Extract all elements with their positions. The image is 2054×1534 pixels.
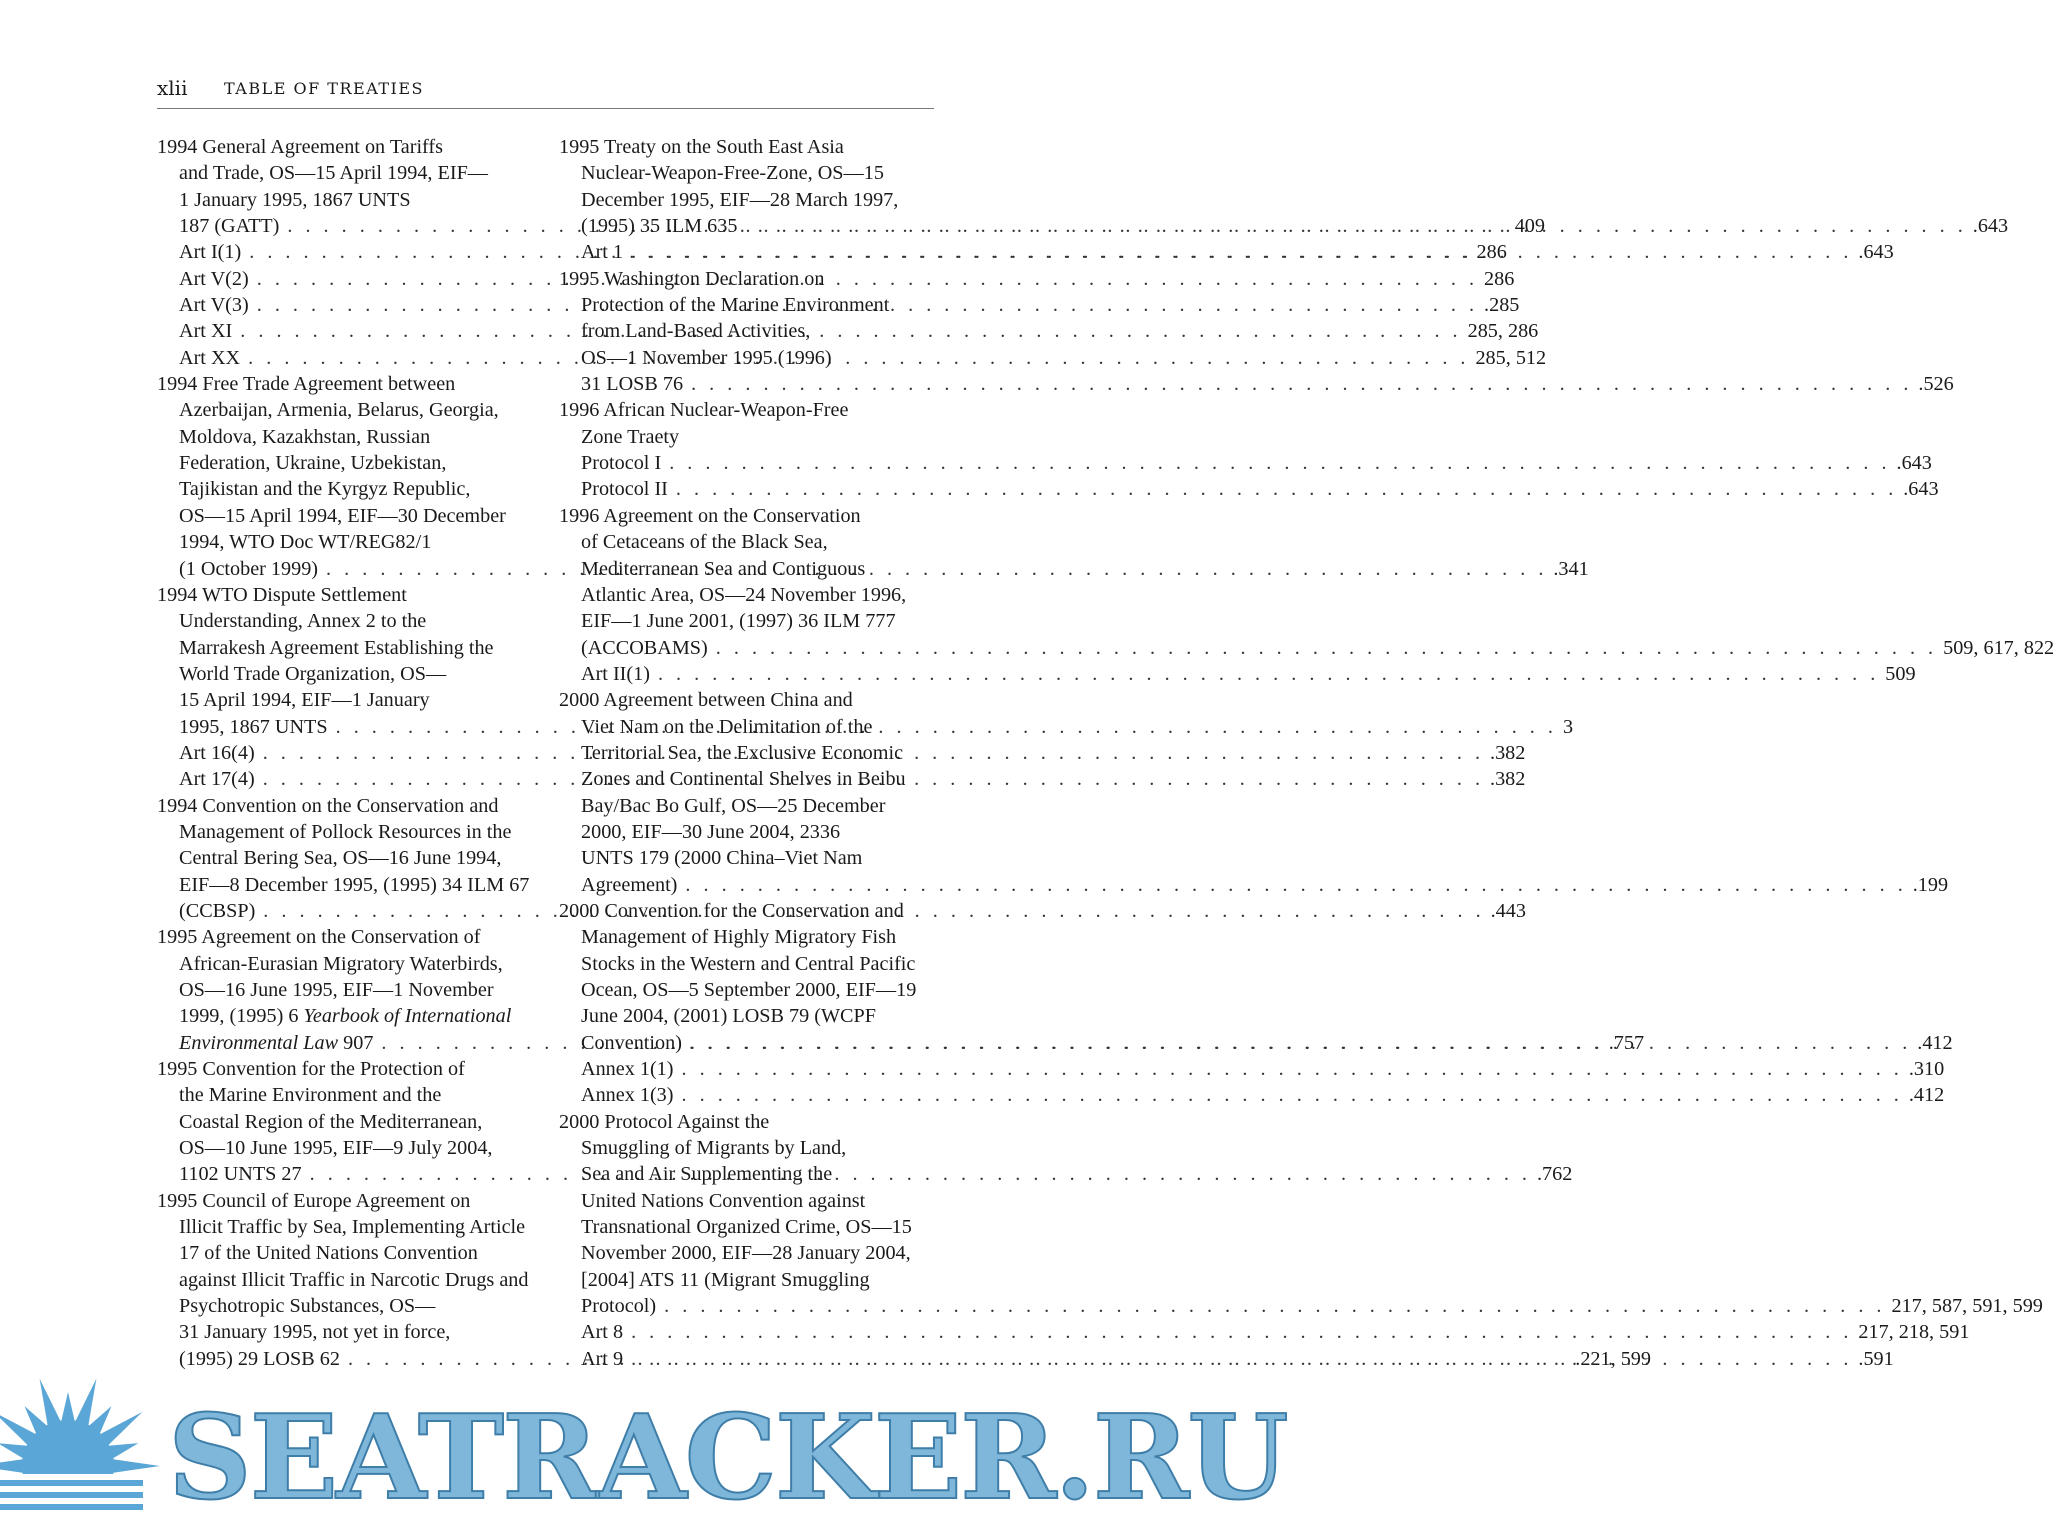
page-reference: 285, 286 bbox=[1467, 320, 1539, 343]
page-reference: .591 bbox=[1858, 1347, 1894, 1370]
entry-line: and Trade, OS—15 April 1994, EIF— bbox=[179, 162, 488, 185]
entry-label: (CCBSP) bbox=[179, 899, 256, 922]
running-header bbox=[157, 76, 934, 109]
page-reference: .382 bbox=[1490, 741, 1526, 764]
entry-label: Art 17(4) bbox=[179, 768, 255, 791]
entry-line: 2000, EIF—30 June 2004, 2336 bbox=[581, 820, 841, 843]
entry-heading: 1994 Convention on the Conservation and bbox=[157, 794, 499, 817]
entry-line: Tajikistan and the Kyrgyz Republic, bbox=[179, 478, 471, 501]
page-reference: .412 bbox=[1908, 1084, 1945, 1107]
entry-line: the Marine Environment and the bbox=[179, 1084, 442, 1107]
leader-dots bbox=[677, 872, 1912, 898]
entry-line bbox=[559, 635, 2054, 661]
entry-label: (1995) 29 LOSB 62 bbox=[179, 1347, 340, 1370]
entry-line bbox=[559, 872, 1949, 898]
leader-dots bbox=[328, 714, 1563, 740]
entry-label: Art 16(4) bbox=[179, 741, 255, 764]
page-reference: .382 bbox=[1490, 768, 1526, 791]
watermark-text: SEATRACKER.RU bbox=[168, 1390, 1287, 1526]
leader-dots bbox=[737, 213, 1972, 239]
entry-line: OS—10 June 1995, EIF—9 July 2004, bbox=[179, 1137, 493, 1160]
entry-line: Smuggling of Migrants by Land, bbox=[581, 1137, 847, 1160]
entry-line: OS—1 November 1995 (1996) bbox=[581, 346, 832, 369]
entry-label: Annex 1(3) bbox=[581, 1084, 674, 1107]
entry-label: Art 9 bbox=[581, 1347, 624, 1370]
sun-ray bbox=[0, 1459, 25, 1473]
entry-label: Protocol II bbox=[581, 478, 668, 501]
entry-line: Ocean, OS—5 September 2000, EIF—19 bbox=[581, 979, 917, 1001]
entry-line: Moldova, Kazakhstan, Russian bbox=[179, 425, 431, 448]
entry-line: against Illicit Traffic in Narcotic Drugs and bbox=[179, 1268, 529, 1291]
entry-line bbox=[559, 661, 1916, 687]
entry-line: 15 April 1994, EIF—1 January bbox=[179, 689, 430, 712]
entry-label: (ACCOBAMS) bbox=[581, 636, 708, 659]
page-reference: 509 bbox=[1885, 662, 1916, 685]
entry-label: Art 1 bbox=[581, 241, 624, 264]
page-reference: .762 bbox=[1536, 1163, 1573, 1186]
entry-line: World Trade Organization, OS— bbox=[179, 662, 447, 685]
entry-label: Art V(3) bbox=[179, 294, 249, 317]
entry-label: Agreement) bbox=[581, 873, 678, 896]
entry-line: United Nations Convention against bbox=[581, 1189, 866, 1212]
entry-label: Art XI bbox=[179, 320, 233, 343]
entry-line: Psychotropic Substances, OS— bbox=[179, 1295, 436, 1318]
entry-line: [2004] ATS 11 (Migrant Smuggling bbox=[581, 1268, 870, 1291]
entry-line: Nuclear-Weapon-Free-Zone, OS—15 bbox=[581, 162, 884, 185]
entry-line bbox=[559, 371, 1954, 397]
entry-line: Protection of the Marine Environment bbox=[581, 294, 890, 317]
page-reference: .199 bbox=[1912, 873, 1949, 896]
entry-line: 31 January 1995, not yet in force, bbox=[179, 1321, 451, 1344]
entry-label: 31 LOSB 76 bbox=[581, 373, 684, 396]
entry-line: Management of Highly Migratory Fish bbox=[581, 926, 897, 949]
page-reference: 3 bbox=[1562, 715, 1574, 738]
entry-line: Sea and Air Supplementing the bbox=[581, 1163, 833, 1186]
page-reference: 509, 617, 822 bbox=[1943, 636, 2054, 659]
entry-label: Protocol I bbox=[581, 452, 662, 475]
entry-label: Art I(1) bbox=[179, 241, 242, 264]
page-reference: .221, 599 bbox=[1575, 1347, 1651, 1370]
entry-line: Bay/Bac Bo Gulf, OS—25 December bbox=[581, 794, 886, 817]
entry-line: Management of Pollock Resources in the bbox=[179, 820, 512, 843]
entry-line: EIF—8 December 1995, (1995) 34 ILM 67 bbox=[179, 873, 530, 896]
entry-line: Zone Traety bbox=[581, 425, 680, 448]
entry-line bbox=[559, 450, 1932, 476]
entry-label: 1995, 1867 UNTS bbox=[179, 715, 328, 738]
entry-line: 1994, WTO Doc WT/REG82/1 bbox=[179, 531, 432, 554]
page-reference: .643 bbox=[1896, 452, 1932, 475]
sun-ray bbox=[75, 1379, 97, 1427]
entry-label: Protocol) bbox=[581, 1295, 657, 1318]
entry-line: OS—15 April 1994, EIF—30 December bbox=[179, 504, 506, 527]
page-reference: .757 bbox=[1608, 1031, 1645, 1054]
page-reference: .412 bbox=[1917, 1031, 1953, 1054]
entry-line: 1999, (1995) 6 Yearbook of International bbox=[179, 1005, 512, 1028]
entry-line: from Land-Based Activities, bbox=[581, 320, 811, 343]
running-title: TABLE OF TREATIES bbox=[224, 79, 425, 98]
entry-heading: 1996 Agreement on the Conservation bbox=[559, 504, 861, 527]
entry-line bbox=[559, 1319, 1970, 1345]
entry-heading: 2000 Protocol Against the bbox=[559, 1110, 770, 1133]
page-reference: 286 bbox=[1476, 241, 1507, 264]
page-reference: .643 bbox=[1903, 478, 1939, 501]
page-reference: 286 bbox=[1484, 267, 1515, 290]
entry-line: Illicit Traffic by Sea, Implementing Article bbox=[179, 1216, 526, 1239]
entry-heading: 1996 African Nuclear-Weapon-Free bbox=[559, 399, 849, 422]
entry-line: of Cetaceans of the Black Sea, bbox=[581, 531, 828, 554]
entry-heading: 1994 WTO Dispute Settlement bbox=[157, 583, 407, 606]
entry-line: Azerbaijan, Armenia, Belarus, Georgia, bbox=[179, 399, 499, 422]
page-reference: 409 bbox=[1514, 215, 1545, 238]
entry-label: Art 8 bbox=[581, 1321, 624, 1344]
entry-line: Atlantic Area, OS—24 November 1996, bbox=[581, 583, 907, 606]
page-reference: 217, 587, 591, 599 bbox=[1891, 1295, 2043, 1318]
entry-line: Viet Nam on the Delimitation of the bbox=[581, 715, 873, 738]
entry-line bbox=[559, 1293, 2043, 1319]
entry-line: Marrakesh Agreement Establishing the bbox=[179, 636, 494, 659]
entry-line: 17 of the United Nations Convention bbox=[179, 1242, 478, 1265]
entry-line: Zones and Continental Shelves in Beibu bbox=[581, 768, 906, 791]
page-reference: .443 bbox=[1490, 899, 1526, 922]
sun-ray bbox=[61, 1392, 75, 1423]
entry-line: Stocks in the Western and Central Pacific bbox=[581, 952, 916, 975]
entry-heading: 1994 General Agreement on Tariffs bbox=[157, 136, 443, 158]
page-reference: 285, 512 bbox=[1475, 346, 1547, 369]
entry-line bbox=[559, 1082, 1945, 1108]
entry-label: (1 October 1999) bbox=[179, 557, 319, 580]
entry-line: Understanding, Annex 2 to the bbox=[179, 610, 427, 633]
entry-heading: 1995 Agreement on the Conservation of bbox=[157, 926, 481, 949]
entry-heading: 2000 Convention for the Conservation and bbox=[559, 899, 904, 922]
page-reference: .526 bbox=[1918, 373, 1954, 396]
entry-heading: 1995 Washington Declaration on bbox=[559, 267, 825, 290]
entry-label: 1102 UNTS 27 bbox=[179, 1163, 302, 1186]
page-reference: .341 bbox=[1553, 557, 1589, 580]
sun-ray bbox=[40, 1379, 62, 1427]
leader-dots bbox=[623, 239, 1858, 265]
entry-label: Environmental Law 907 bbox=[179, 1031, 374, 1054]
entry-heading: 1995 Treaty on the South East Asia bbox=[559, 136, 844, 158]
leader-dots bbox=[683, 371, 1918, 397]
entry-line bbox=[559, 476, 1939, 502]
entry-line: 1 January 1995, 1867 UNTS bbox=[179, 188, 411, 211]
entry-heading: 1995 Convention for the Protection of bbox=[157, 1058, 465, 1081]
page-reference: .310 bbox=[1908, 1058, 1945, 1081]
leader-dots bbox=[650, 661, 1885, 687]
sun-ray bbox=[111, 1459, 160, 1473]
page-reference: 217, 218, 591 bbox=[1858, 1321, 1970, 1344]
entry-line: UNTS 179 (2000 China–Viet Nam bbox=[581, 847, 863, 870]
entry-line: Federation, Ukraine, Uzbekistan, bbox=[179, 452, 447, 475]
leader-dots bbox=[661, 450, 1896, 476]
leader-dots bbox=[623, 1319, 1858, 1345]
entry-heading: 1995 Council of Europe Agreement on bbox=[157, 1189, 471, 1212]
leader-dots bbox=[623, 1346, 1858, 1372]
leader-dots bbox=[682, 1030, 1917, 1056]
entry-line: November 2000, EIF—28 January 2004, bbox=[581, 1242, 911, 1265]
entry-label: Art XX bbox=[179, 346, 241, 369]
leader-dots bbox=[656, 1293, 1891, 1319]
leader-dots bbox=[668, 476, 1903, 502]
entry-label: Convention) bbox=[581, 1031, 682, 1054]
entry-heading: 2000 Agreement between China and bbox=[559, 689, 853, 712]
entry-line: Central Bering Sea, OS—16 June 1994, bbox=[179, 847, 502, 870]
entry-line: Transnational Organized Crime, OS—15 bbox=[581, 1216, 912, 1239]
entry-line: Coastal Region of the Mediterranean, bbox=[179, 1110, 483, 1133]
entry-line: June 2004, (2001) LOSB 79 (WCPF bbox=[581, 1005, 876, 1028]
entry-line bbox=[559, 1056, 1945, 1082]
entry-line: December 1995, EIF—28 March 1997, bbox=[581, 188, 899, 211]
leader-dots bbox=[708, 635, 1943, 661]
entry-line: EIF—1 June 2001, (1997) 36 ILM 777 bbox=[581, 610, 896, 633]
leader-dots bbox=[318, 556, 1553, 582]
entry-heading: 1994 Free Trade Agreement between bbox=[157, 373, 456, 396]
entry-label: Art II(1) bbox=[581, 662, 650, 685]
leader-dots bbox=[674, 1082, 1909, 1108]
entry-label: 187 (GATT) bbox=[179, 215, 280, 238]
entry-line: Mediterranean Sea and Contiguous bbox=[581, 557, 866, 580]
page-reference: .643 bbox=[1858, 241, 1894, 264]
page-number: xlii bbox=[157, 76, 188, 100]
page-reference: .285 bbox=[1484, 294, 1520, 317]
leader-dots bbox=[674, 1056, 1909, 1082]
entry-line: OS—16 June 1995, EIF—1 November bbox=[179, 979, 494, 1001]
entry-label: Annex 1(1) bbox=[581, 1058, 674, 1081]
entry-line: African-Eurasian Migratory Waterbirds, bbox=[179, 952, 503, 975]
entry-label: (1995) 35 ILM 635 bbox=[581, 215, 738, 238]
page-reference: .643 bbox=[1972, 215, 2009, 238]
entry-label: Art V(2) bbox=[179, 267, 249, 290]
entry-line: Territorial Sea, the Exclusive Economic bbox=[581, 741, 904, 764]
